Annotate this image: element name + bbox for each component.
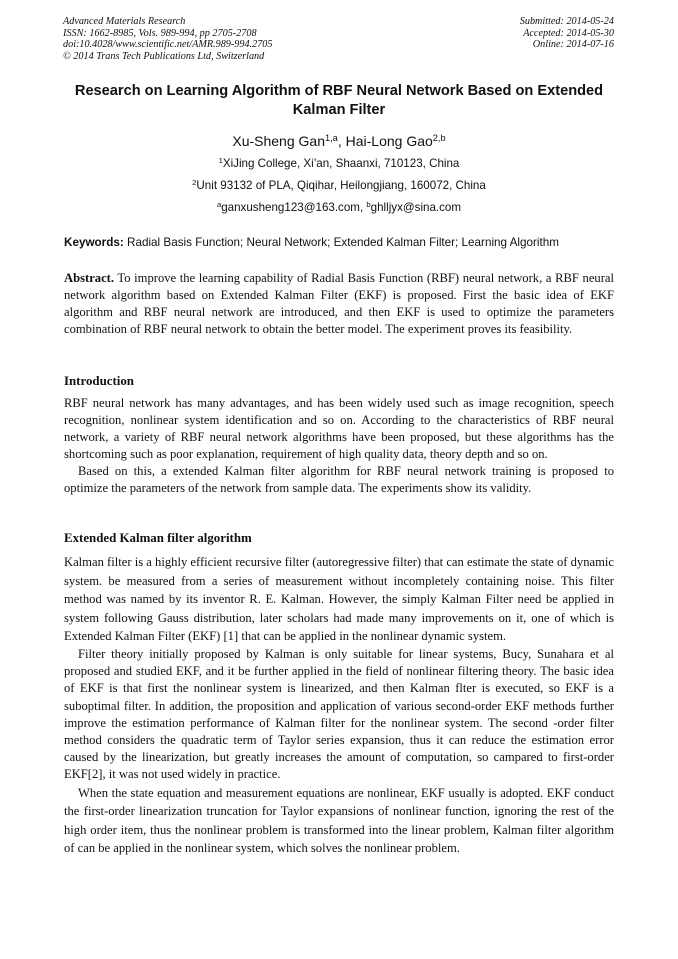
journal-header: [63, 16, 272, 62]
ekf-section-body: [64, 553, 614, 858]
affiliation-1-text: XiJing College, Xi’an, Shaanxi, 710123, China: [222, 157, 460, 170]
email-b: ghlljyx@sina.com: [370, 201, 462, 214]
ekf-paragraph-2: Filter theory initially proposed by Kalman is only suitable for linear systems, Bucy, Sunahara et al proposed and studied EKF, and it be further applied in the field of nonlinear filtering theory. The basic idea of EKF is that first the nonlinear system is linearized, and then Kalman flter is executed, so EKF is a suboptimal filter. In addition, the proposition and application of various second-order EKF methods further improve the estimation performance of Kalman filter for the nonlinear system. The second -order filter method considers the quadratic term of Taylor series expansion, thus it can reduce the estimation error caused by the linearization, but greatly increases the amount of computation, so campared to first-order EKF[2], it was not used widely in practice.: [64, 646, 614, 782]
author-separator: ,: [337, 133, 346, 149]
paper-title: Research on Learning Algorithm of RBF Neural Network Based on Extended Kalman Filter: [74, 83, 604, 118]
dates-header: [520, 16, 614, 51]
email-line: [60, 201, 618, 215]
ekf-section-heading: Extended Kalman filter algorithm: [64, 531, 252, 545]
email-b-sup: b: [366, 199, 371, 209]
author-1-sup: 1,a: [324, 132, 338, 143]
affiliation-2-text: Unit 93132 of PLA, Qiqihar, Heilongjiang, 160072, China: [196, 179, 486, 192]
affiliation-1-sup: 1: [218, 155, 223, 165]
author-2-sup: 2,b: [432, 132, 446, 143]
doi-line: doi:10.4028/www.scientific.net/AMR.989-994.2705: [63, 39, 273, 51]
email-a: ganxusheng123@163.com,: [221, 201, 367, 214]
keywords-text: Radial Basis Function; Neural Network; Extended Kalman Filter; Learning Algorithm: [123, 236, 560, 249]
submitted-date: Submitted: 2014-05-24: [519, 16, 614, 27]
author-1: Xu-Sheng Gan: [232, 133, 325, 149]
ekf-paragraph-3: When the state equation and measurement equations are nonlinear, EKF usually is adopted. EKF conduct the first-order linearization truncation for Taylor expansions of nonlinear function, ignoring the rest of the high order item, thus the nonlinear problem is transformed into the linear problem, Kalman filter algorithm of can be applied in the nonlinear system, which solves the nonlinear problem.: [64, 785, 614, 856]
affiliation-2-sup: 2: [192, 177, 197, 187]
email-a-sup: a: [216, 199, 222, 209]
author-line: [60, 132, 618, 150]
journal-name: Advanced Materials Research: [63, 16, 186, 27]
introduction-heading: Introduction: [64, 374, 134, 388]
affiliation-1: [60, 157, 618, 171]
online-date: Online: 2014-07-16: [532, 39, 614, 51]
ekf-paragraph-1: Kalman filter is a highly efficient recursive filter (autoregressive filter) that can estimate the state of dynamic system. be measured from a series of measurement without incompletely containing noise. This filter method was named by its inventor R. E. Kalman. However, the simply Kalman Filter need be applied in system following Gauss distribution, later scholars had made many improvements on it, one of which is Extended Kalman Filter (EKF) [1] that can be applied in the nonlinear dynamic system.: [64, 555, 614, 644]
introduction-paragraph-1: RBF neural network has many advantages, and has been widely used such as image recognition, speech recognition, nonlinear system identification and so on. According to the characteristics of RBF neural network, a variety of RBF neural network algorithms have been proposed, but these algorithms has the shortcoming such as poor explanation, requirement of high quality data, theory depth and so on.: [64, 396, 614, 461]
keywords-label: Keywords:: [64, 236, 124, 249]
copyright-line: © 2014 Trans Tech Publications Ltd, Switzerland: [63, 50, 265, 62]
affiliation-2: [60, 179, 618, 193]
introduction-body: [64, 395, 614, 497]
abstract: [64, 270, 614, 338]
abstract-label: Abstract.: [64, 271, 115, 285]
author-2: Hai-Long Gao: [345, 133, 433, 149]
keywords: [64, 235, 616, 250]
accepted-date: Accepted: 2014-05-30: [523, 27, 614, 39]
introduction-paragraph-2: Based on this, a extended Kalman filter algorithm for RBF neural network training is proposed to optimize the parameters of the network from sample data. The experiments show its validity.: [64, 464, 614, 495]
issn-line: ISSN: 1662-8985, Vols. 989-994, pp 2705-2708: [63, 27, 257, 39]
abstract-text: To improve the learning capability of Radial Basis Function (RBF) neural network, a RBF neural network algorithm based on Extended Kalman Filter (EKF) is proposed. First the basic idea of EKF algorithm and RBF neural network are introduced, and then EKF is used to optimize the parameters combination of RBF neural network to obtain the better model. The experiment proves its feasibility.: [64, 271, 614, 336]
